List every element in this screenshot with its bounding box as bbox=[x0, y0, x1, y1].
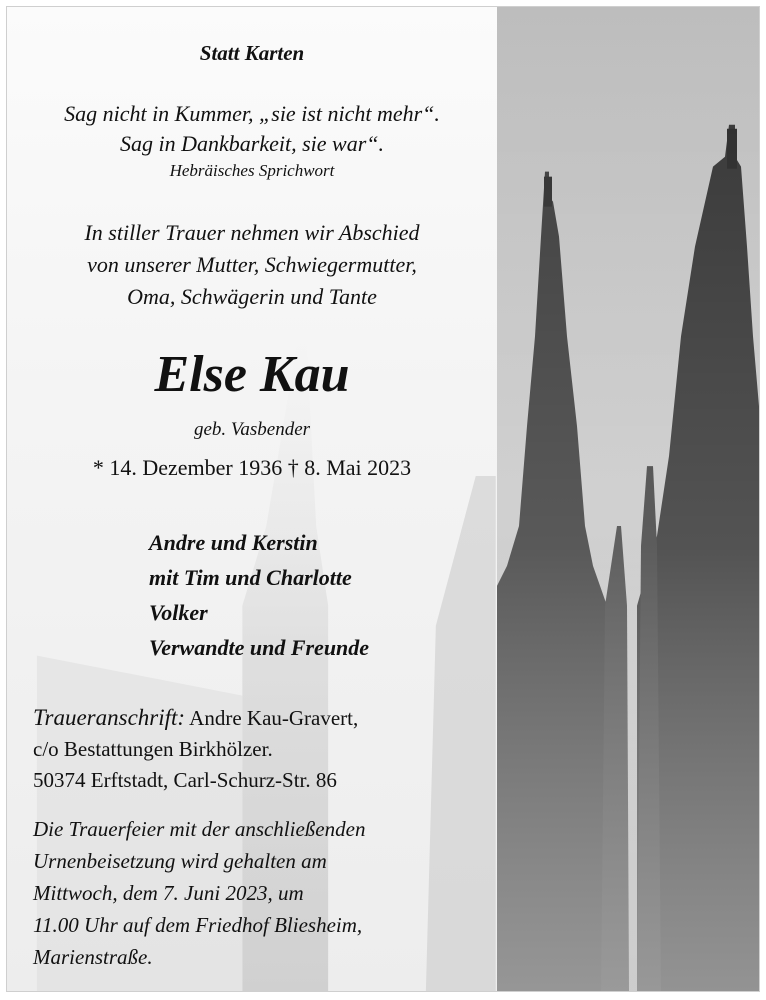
address-line-2: c/o Bestattungen Birkhölzer. bbox=[33, 737, 273, 761]
obituary-text bbox=[7, 7, 497, 991]
service-line: 11.00 Uhr auf dem Friedhof Bliesheim, bbox=[33, 913, 363, 937]
intro-line-2: von unserer Mutter, Schwiegermutter, bbox=[87, 252, 417, 277]
family-line: mit Tim und Charlotte bbox=[149, 565, 352, 590]
mourning-address bbox=[33, 702, 358, 796]
quote-source: Hebräisches Sprichwort bbox=[169, 161, 335, 180]
service-line: Mittwoch, dem 7. Juni 2023, um bbox=[33, 881, 304, 905]
service-line: Die Trauerfeier mit der anschließenden bbox=[33, 817, 366, 841]
obituary-card bbox=[6, 6, 760, 992]
intro-line-1: In stiller Trauer nehmen wir Abschied bbox=[84, 220, 420, 245]
statt-karten-heading: Statt Karten bbox=[199, 41, 305, 65]
intro-line-3: Oma, Schwägerin und Tante bbox=[127, 284, 377, 309]
family-line: Volker bbox=[149, 600, 208, 625]
quote-line-2: Sag in Dankbarkeit, sie war“. bbox=[120, 131, 384, 156]
cathedral-photo bbox=[497, 7, 760, 991]
family-line: Verwandte und Freunde bbox=[149, 635, 370, 660]
quote bbox=[7, 99, 497, 159]
intro-text bbox=[7, 217, 497, 313]
service-details bbox=[33, 813, 365, 973]
deceased-name: Else Kau bbox=[154, 346, 350, 403]
life-dates: * 14. Dezember 1936 † 8. Mai 2023 bbox=[92, 455, 412, 480]
address-name: Andre Kau-Gravert, bbox=[185, 706, 359, 730]
address-label: Traueranschrift: bbox=[33, 705, 186, 730]
address-line-1 bbox=[33, 702, 358, 734]
family-line: Andre und Kerstin bbox=[149, 530, 318, 555]
address-line-3: 50374 Erftstadt, Carl-Schurz-Str. 86 bbox=[33, 768, 337, 792]
birth-name: geb. Vasbender bbox=[193, 419, 311, 440]
service-line: Marienstraße. bbox=[33, 945, 153, 969]
service-line: Urnenbeisetzung wird gehalten am bbox=[33, 849, 327, 873]
quote-line-1: Sag nicht in Kummer, „sie ist nicht mehr“. bbox=[64, 101, 440, 126]
family-list bbox=[149, 525, 369, 665]
